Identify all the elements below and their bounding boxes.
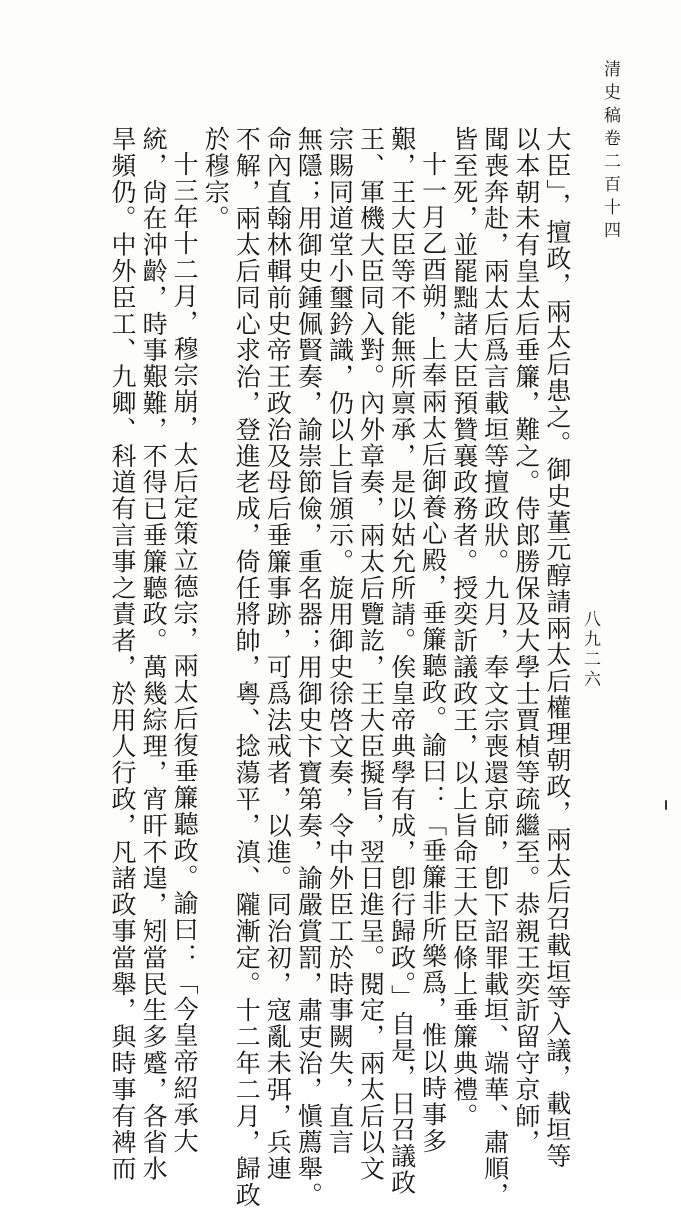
text-column: 艱，王大臣等不能無所禀承，是以姑允所請。俟皇帝典學有成，卽行歸政。」自是，日召議政: [387, 126, 417, 1196]
text-column: 旱頻仍。中外臣工、九卿、科道有言事之責者，於用人行政，凡諸政事當舉，與時事有裨而: [108, 126, 137, 1182]
text-column: 以本朝未有皇太后垂簾，難之。侍郎勝保及大學士賈楨等疏繼至。恭親王奕訢留守京師，: [511, 126, 541, 1156]
text-column: 無隱；用御史鍾佩賢奏，諭崇節儉，重名器；用御史卞寶第奏，諭嚴賞罰，肅吏治，愼薦舉。: [294, 126, 324, 1208]
stray-mark: [665, 800, 667, 810]
text-column: 王、軍機大臣同入對。內外章奏，兩太后覽訖，王大臣擬旨，翌日進呈。閱定，兩太后以文: [356, 126, 386, 1182]
page-number: 八九二六: [580, 610, 600, 690]
running-title: 清史稿卷二百十四: [600, 60, 620, 244]
text-column: 十一月乙酉朔，上奉兩太后御養心殿，垂簾聽政。諭曰：「垂簾非所樂爲，惟以時事多: [418, 151, 448, 1155]
text-column: 統，尙在沖齡，時事艱難，不得已垂簾聽政。萬幾綜理，宵旰不遑，矧當民生多蹙，各省水: [139, 126, 169, 1182]
text-column: 皆至死，並罷黜諸大臣預贊襄政務者。授奕訢議政王，以上旨命王大臣條上垂簾典禮。: [449, 126, 479, 1130]
body-text: [108, 126, 572, 1208]
text-column: 於穆宗。: [201, 126, 231, 232]
text-column: 宗賜同道堂小璽鈐識，仍以上旨頒示。旋用御史徐啓文奏，令中外臣工於時事闕失，直言: [325, 126, 355, 1156]
text-column: 不解，兩太后同心求治，登進老成，倚任將帥，粵、捻蕩平，滇、隴漸定。十二年二月，歸政: [232, 126, 262, 1208]
text-column: 聞喪奔赴，兩太后爲言載垣等擅政狀。九月，奉文宗喪還京師，卽下詔罪載垣、端華、肅順，: [480, 126, 510, 1208]
text-column: 大臣」，擅政，兩太后患之。御史董元醇請兩太后權理朝政，兩太后召載垣等入議，載垣等: [542, 126, 572, 1170]
text-column: 命內直翰林輯前史帝王政治及母后垂簾事跡，可爲法戒者，以進。同治初，寇亂未弭，兵連: [263, 126, 293, 1182]
text-column: 十三年十二月，穆宗崩，太后定策立德宗，兩太后復垂簾聽政。諭曰：「今皇帝紹承大: [170, 151, 200, 1155]
